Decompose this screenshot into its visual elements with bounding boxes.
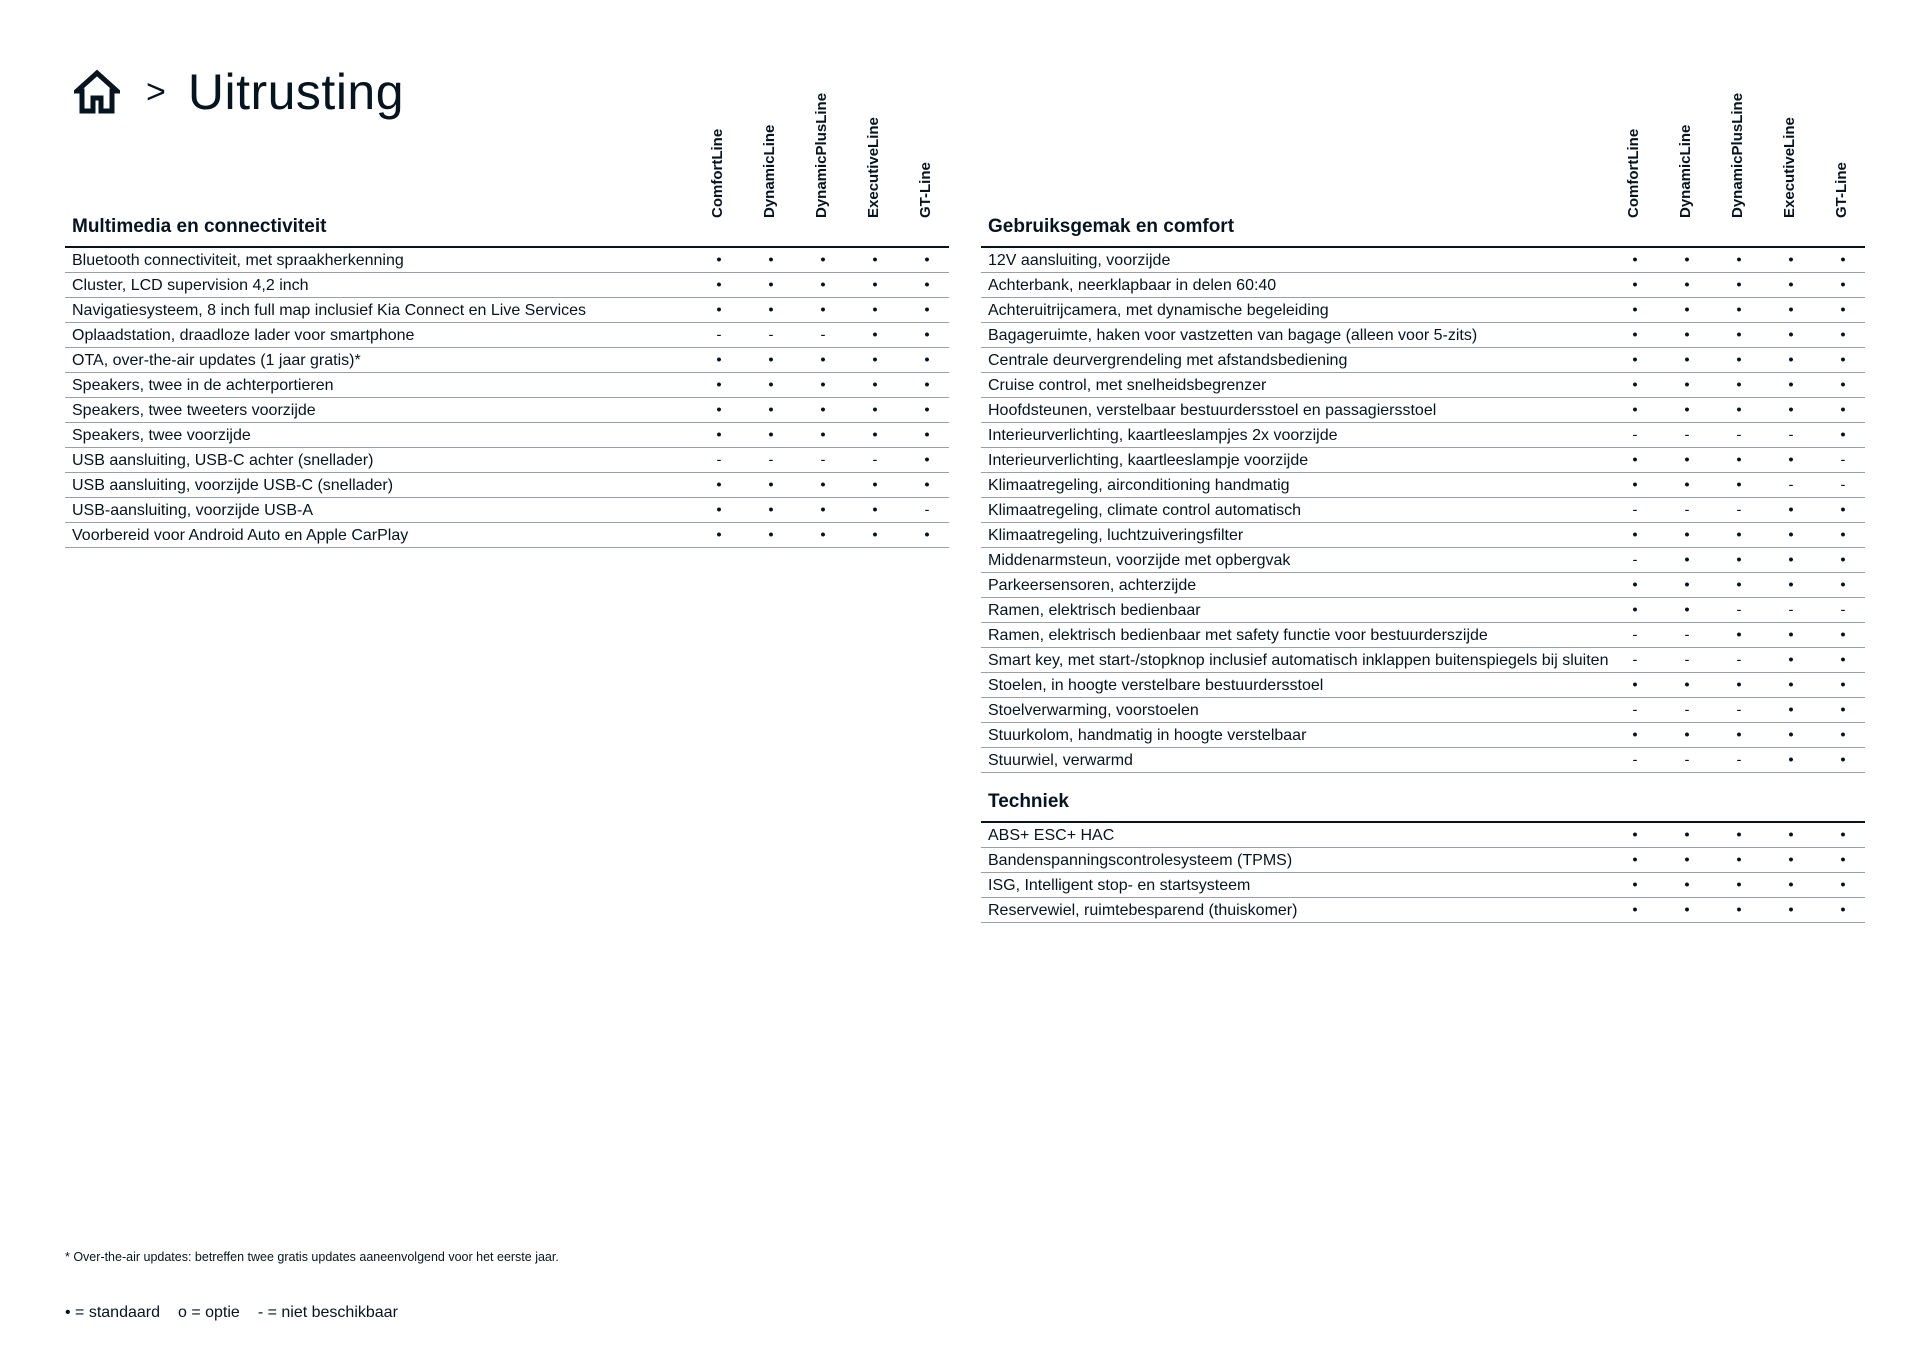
availability-cell: • xyxy=(716,401,722,419)
row-label: Oplaadstation, draadloze lader voor smartphone xyxy=(72,327,415,344)
column-header-label: DynamicPlusLine xyxy=(813,92,830,218)
availability-cell: • xyxy=(1632,576,1638,594)
row-label: Reservewiel, ruimtebesparend (thuiskomer) xyxy=(988,902,1298,919)
availability-cell: • xyxy=(1788,401,1794,419)
column-header xyxy=(849,80,901,220)
legend-standard: • = standaard xyxy=(65,1304,160,1321)
table-row xyxy=(65,448,949,473)
availability-cell: • xyxy=(1736,376,1742,394)
availability-cell: • xyxy=(1684,576,1690,594)
availability-cell: • xyxy=(1840,901,1846,919)
table-row xyxy=(981,623,1865,648)
availability-cell: • xyxy=(872,301,878,319)
table-row xyxy=(65,473,949,498)
availability-cell: • xyxy=(716,301,722,319)
legend-unavailable: - = niet beschikbaar xyxy=(257,1304,398,1321)
availability-cell: • xyxy=(768,376,774,394)
row-label: Interieurverlichting, kaartleeslampje voorzijde xyxy=(988,452,1309,469)
availability-cell: • xyxy=(820,476,826,494)
row-label: Achteruitrijcamera, met dynamische begeleiding xyxy=(988,302,1329,319)
availability-cell: - xyxy=(716,326,722,344)
availability-cell: • xyxy=(1840,326,1846,344)
availability-cell: • xyxy=(1840,551,1846,569)
row-label: 12V aansluiting, voorzijde xyxy=(988,252,1171,269)
availability-cell: • xyxy=(924,326,930,344)
availability-cell: • xyxy=(1840,676,1846,694)
column-header-label: GT-Line xyxy=(917,162,934,218)
availability-cell: • xyxy=(1632,526,1638,544)
table-row xyxy=(981,273,1865,298)
availability-cell: • xyxy=(1684,401,1690,419)
row-label: Cluster, LCD supervision 4,2 inch xyxy=(72,277,309,294)
availability-cell: • xyxy=(872,376,878,394)
availability-cell: • xyxy=(1788,676,1794,694)
availability-cell: • xyxy=(1840,876,1846,894)
availability-cell: - xyxy=(1632,751,1638,769)
availability-cell: - xyxy=(1840,601,1846,619)
availability-cell: • xyxy=(872,251,878,269)
availability-cell: • xyxy=(1684,276,1690,294)
availability-cell: • xyxy=(768,426,774,444)
availability-cell: • xyxy=(1684,376,1690,394)
availability-cell: • xyxy=(716,526,722,544)
table-row xyxy=(981,323,1865,348)
availability-cell: • xyxy=(1736,301,1742,319)
row-label: Parkeersensoren, achterzijde xyxy=(988,577,1197,594)
footnote: * Over-the-air updates: betreffen twee gratis updates aaneenvolgend voor het eerste jaar. xyxy=(65,1250,559,1264)
row-label: Ramen, elektrisch bedienbaar met safety functie voor bestuurderszijde xyxy=(988,627,1488,644)
availability-cell: - xyxy=(768,451,774,469)
availability-cell: • xyxy=(716,501,722,519)
table-row xyxy=(981,698,1865,723)
column-header xyxy=(1713,80,1765,220)
availability-cell: - xyxy=(1684,501,1690,519)
availability-cell: • xyxy=(1736,826,1742,844)
row-label: Smart key, met start-/stopknop inclusief automatisch inklappen buitenspiegels bij sluiten xyxy=(988,652,1609,669)
breadcrumb-separator: > xyxy=(146,73,166,111)
availability-cell: • xyxy=(1736,901,1742,919)
table-row xyxy=(981,398,1865,423)
availability-cell: • xyxy=(1788,576,1794,594)
table-row xyxy=(981,423,1865,448)
table-row xyxy=(65,323,949,348)
availability-cell: • xyxy=(1684,601,1690,619)
row-label: Ramen, elektrisch bedienbaar xyxy=(988,602,1201,619)
availability-cell: • xyxy=(1788,701,1794,719)
availability-cell: • xyxy=(1684,251,1690,269)
column-header xyxy=(1609,80,1661,220)
row-label: Bandenspanningscontrolesysteem (TPMS) xyxy=(988,852,1293,869)
availability-cell: • xyxy=(1840,651,1846,669)
availability-cell: • xyxy=(1788,326,1794,344)
table-row xyxy=(981,373,1865,398)
availability-cell: • xyxy=(924,451,930,469)
availability-cell: • xyxy=(872,351,878,369)
availability-cell: • xyxy=(1840,376,1846,394)
table-row xyxy=(65,373,949,398)
availability-cell: • xyxy=(1788,726,1794,744)
availability-cell: • xyxy=(716,426,722,444)
availability-cell: • xyxy=(1736,351,1742,369)
availability-cell: • xyxy=(1736,251,1742,269)
availability-cell: - xyxy=(1840,476,1846,494)
table-row xyxy=(981,673,1865,698)
availability-cell: • xyxy=(820,351,826,369)
availability-cell: • xyxy=(1736,526,1742,544)
availability-cell: • xyxy=(1632,476,1638,494)
table-row xyxy=(65,423,949,448)
availability-cell: • xyxy=(1840,426,1846,444)
table-row xyxy=(981,298,1865,323)
availability-cell: • xyxy=(872,501,878,519)
availability-cell: • xyxy=(716,251,722,269)
availability-cell: • xyxy=(1736,851,1742,869)
availability-cell: - xyxy=(1684,626,1690,644)
availability-cell: • xyxy=(1632,351,1638,369)
availability-cell: • xyxy=(820,276,826,294)
availability-cell: • xyxy=(820,301,826,319)
availability-cell: • xyxy=(820,401,826,419)
availability-cell: • xyxy=(1684,726,1690,744)
row-label: Stuurkolom, handmatig in hoogte verstelbaar xyxy=(988,727,1307,744)
availability-cell: - xyxy=(1736,651,1742,669)
availability-cell: • xyxy=(1736,626,1742,644)
availability-cell: • xyxy=(1684,851,1690,869)
table-row xyxy=(65,498,949,523)
availability-cell: • xyxy=(1684,526,1690,544)
availability-cell: • xyxy=(1788,451,1794,469)
row-label: Centrale deurvergrendeling met afstandsbediening xyxy=(988,352,1348,369)
availability-cell: • xyxy=(924,401,930,419)
availability-cell: • xyxy=(924,476,930,494)
availability-cell: • xyxy=(1736,401,1742,419)
table-row xyxy=(981,448,1865,473)
availability-cell: • xyxy=(1632,276,1638,294)
multimedia-table xyxy=(65,80,949,548)
availability-cell: • xyxy=(1788,276,1794,294)
table-row xyxy=(981,548,1865,573)
availability-cell: • xyxy=(820,376,826,394)
availability-cell: - xyxy=(1736,426,1742,444)
availability-cell: • xyxy=(1736,876,1742,894)
availability-cell: • xyxy=(1736,726,1742,744)
availability-cell: - xyxy=(1788,426,1794,444)
page-title: Uitrusting xyxy=(187,64,405,120)
availability-cell: • xyxy=(1840,401,1846,419)
availability-cell: • xyxy=(768,276,774,294)
availability-cell: • xyxy=(768,501,774,519)
row-label: Navigatiesysteem, 8 inch full map inclusief Kia Connect en Live Services xyxy=(72,302,587,319)
availability-cell: • xyxy=(1788,651,1794,669)
availability-cell: • xyxy=(1840,501,1846,519)
row-label: Stoelverwarming, voorstoelen xyxy=(988,702,1199,719)
availability-cell: • xyxy=(1840,626,1846,644)
availability-cell: - xyxy=(820,326,826,344)
availability-cell: • xyxy=(872,276,878,294)
table-row xyxy=(981,823,1865,848)
availability-cell: • xyxy=(820,426,826,444)
column-header xyxy=(1765,80,1817,220)
availability-cell: - xyxy=(1632,551,1638,569)
availability-cell: • xyxy=(1632,676,1638,694)
row-label: USB-aansluiting, voorzijde USB-A xyxy=(72,502,313,519)
row-label: Stuurwiel, verwarmd xyxy=(988,752,1133,769)
availability-cell: - xyxy=(1684,701,1690,719)
comfort-technique-table xyxy=(981,80,1865,923)
availability-cell: • xyxy=(1684,476,1690,494)
availability-cell: • xyxy=(1684,301,1690,319)
availability-cell: • xyxy=(1632,451,1638,469)
availability-cell: • xyxy=(1684,326,1690,344)
column-headers xyxy=(65,80,949,220)
availability-cell: • xyxy=(1632,601,1638,619)
availability-cell: • xyxy=(1788,501,1794,519)
column-headers xyxy=(981,80,1865,220)
table-row xyxy=(981,748,1865,773)
column-header-label: ExecutiveLine xyxy=(865,117,882,218)
availability-cell: • xyxy=(1840,576,1846,594)
row-label: ABS+ ESC+ HAC xyxy=(988,827,1115,844)
legend xyxy=(65,1304,416,1322)
availability-cell: • xyxy=(1736,326,1742,344)
table-row xyxy=(981,598,1865,623)
table-row xyxy=(981,573,1865,598)
availability-cell: • xyxy=(768,401,774,419)
availability-cell: • xyxy=(1788,526,1794,544)
availability-cell: • xyxy=(1788,551,1794,569)
availability-cell: - xyxy=(1684,426,1690,444)
availability-cell: - xyxy=(872,451,878,469)
availability-cell: • xyxy=(716,376,722,394)
availability-cell: • xyxy=(768,301,774,319)
column-header-label: DynamicLine xyxy=(1677,124,1694,218)
availability-cell: • xyxy=(1632,326,1638,344)
table-row xyxy=(65,248,949,273)
availability-cell: • xyxy=(768,526,774,544)
row-label: Klimaatregeling, climate control automatisch xyxy=(988,502,1302,519)
table-row xyxy=(981,248,1865,273)
column-header-label: ComfortLine xyxy=(1625,128,1642,218)
availability-cell: • xyxy=(1788,376,1794,394)
availability-cell: • xyxy=(872,426,878,444)
availability-cell: • xyxy=(1840,351,1846,369)
column-header xyxy=(693,80,745,220)
availability-cell: • xyxy=(1684,451,1690,469)
availability-cell: • xyxy=(1788,301,1794,319)
availability-cell: • xyxy=(1632,301,1638,319)
availability-cell: • xyxy=(1632,826,1638,844)
column-header-label: DynamicLine xyxy=(761,124,778,218)
availability-cell: • xyxy=(1840,251,1846,269)
availability-cell: • xyxy=(872,526,878,544)
availability-cell: • xyxy=(924,376,930,394)
availability-cell: - xyxy=(1736,601,1742,619)
availability-cell: • xyxy=(1788,826,1794,844)
row-label: Voorbereid voor Android Auto en Apple CarPlay xyxy=(72,527,409,544)
availability-cell: - xyxy=(768,326,774,344)
availability-cell: • xyxy=(1684,901,1690,919)
availability-cell: - xyxy=(1632,651,1638,669)
section-title: Techniek xyxy=(988,791,1069,812)
column-header-label: ExecutiveLine xyxy=(1781,117,1798,218)
availability-cell: - xyxy=(1736,751,1742,769)
availability-cell: • xyxy=(1684,876,1690,894)
section-title: Multimedia en connectiviteit xyxy=(72,216,327,237)
row-label: Klimaatregeling, luchtzuiveringsfilter xyxy=(988,527,1244,544)
availability-cell: • xyxy=(924,251,930,269)
column-header-label: GT-Line xyxy=(1833,162,1850,218)
table-row xyxy=(65,398,949,423)
table-row xyxy=(981,498,1865,523)
table-row xyxy=(981,648,1865,673)
availability-cell: • xyxy=(1632,876,1638,894)
availability-cell: - xyxy=(1684,751,1690,769)
row-label: Speakers, twee voorzijde xyxy=(72,427,251,444)
availability-cell: - xyxy=(1788,476,1794,494)
availability-cell: • xyxy=(1632,251,1638,269)
availability-cell: • xyxy=(1736,576,1742,594)
availability-cell: • xyxy=(924,526,930,544)
availability-cell: • xyxy=(872,326,878,344)
row-label: ISG, Intelligent stop- en startsysteem xyxy=(988,877,1251,894)
availability-cell: - xyxy=(1684,651,1690,669)
availability-cell: - xyxy=(1632,501,1638,519)
table-row xyxy=(981,348,1865,373)
row-label: USB aansluiting, USB-C achter (snellader) xyxy=(72,452,374,469)
row-label: Interieurverlichting, kaartleeslampjes 2x voorzijde xyxy=(988,427,1338,444)
availability-cell: • xyxy=(820,251,826,269)
availability-cell: - xyxy=(820,451,826,469)
availability-cell: • xyxy=(1840,826,1846,844)
availability-cell: • xyxy=(1736,676,1742,694)
column-header xyxy=(1661,80,1713,220)
availability-cell: • xyxy=(1684,351,1690,369)
availability-cell: • xyxy=(820,501,826,519)
row-label: Hoofdsteunen, verstelbaar bestuurdersstoel en passagiersstoel xyxy=(988,402,1437,419)
availability-cell: - xyxy=(1736,501,1742,519)
table-row xyxy=(981,873,1865,898)
row-label: Cruise control, met snelheidsbegrenzer xyxy=(988,377,1267,394)
availability-cell: • xyxy=(1736,276,1742,294)
table-row xyxy=(65,298,949,323)
availability-cell: • xyxy=(1684,551,1690,569)
availability-cell: • xyxy=(924,351,930,369)
availability-cell: • xyxy=(716,276,722,294)
row-label: Klimaatregeling, airconditioning handmatig xyxy=(988,477,1290,494)
row-label: Stoelen, in hoogte verstelbare bestuurdersstoel xyxy=(988,677,1324,694)
table-row xyxy=(981,723,1865,748)
availability-cell: • xyxy=(768,251,774,269)
availability-cell: • xyxy=(924,301,930,319)
table-row xyxy=(981,523,1865,548)
column-header xyxy=(745,80,797,220)
availability-cell: • xyxy=(820,526,826,544)
availability-cell: • xyxy=(1788,876,1794,894)
column-header-label: ComfortLine xyxy=(709,128,726,218)
table-row xyxy=(65,273,949,298)
availability-cell: • xyxy=(1840,726,1846,744)
availability-cell: - xyxy=(1788,601,1794,619)
availability-cell: • xyxy=(1632,726,1638,744)
availability-cell: • xyxy=(1788,751,1794,769)
table-row xyxy=(65,348,949,373)
table-row xyxy=(981,898,1865,923)
availability-cell: • xyxy=(1632,401,1638,419)
row-label: Speakers, twee in de achterportieren xyxy=(72,377,334,394)
availability-cell: - xyxy=(1736,701,1742,719)
availability-cell: • xyxy=(1788,626,1794,644)
availability-cell: • xyxy=(716,476,722,494)
row-label: Bluetooth connectiviteit, met spraakherkenning xyxy=(72,252,404,269)
availability-cell: • xyxy=(768,476,774,494)
availability-cell: • xyxy=(872,401,878,419)
availability-cell: • xyxy=(716,351,722,369)
availability-cell: • xyxy=(924,426,930,444)
availability-cell: • xyxy=(1840,276,1846,294)
availability-cell: - xyxy=(1840,451,1846,469)
availability-cell: • xyxy=(1840,526,1846,544)
availability-cell: • xyxy=(924,276,930,294)
availability-cell: - xyxy=(716,451,722,469)
availability-cell: • xyxy=(1840,751,1846,769)
availability-cell: - xyxy=(1632,626,1638,644)
availability-cell: • xyxy=(1632,376,1638,394)
row-label: Bagageruimte, haken voor vastzetten van bagage (alleen voor 5-zits) xyxy=(988,327,1478,344)
column-header-label: DynamicPlusLine xyxy=(1729,92,1746,218)
availability-cell: • xyxy=(1840,701,1846,719)
availability-cell: - xyxy=(924,501,930,519)
availability-cell: • xyxy=(1736,476,1742,494)
availability-cell: • xyxy=(1788,851,1794,869)
availability-cell: • xyxy=(1684,676,1690,694)
table-row xyxy=(981,473,1865,498)
availability-cell: • xyxy=(1736,551,1742,569)
row-label: OTA, over-the-air updates (1 jaar gratis)* xyxy=(72,352,361,369)
availability-cell: - xyxy=(1632,701,1638,719)
availability-cell: • xyxy=(1684,826,1690,844)
table-row xyxy=(65,523,949,548)
availability-cell: • xyxy=(768,351,774,369)
row-label: Achterbank, neerklapbaar in delen 60:40 xyxy=(988,277,1277,294)
row-label: Speakers, twee tweeters voorzijde xyxy=(72,402,316,419)
column-header xyxy=(901,80,953,220)
column-header xyxy=(1817,80,1869,220)
row-label: USB aansluiting, voorzijde USB-C (snellader) xyxy=(72,477,394,494)
availability-cell: • xyxy=(872,476,878,494)
availability-cell: • xyxy=(1632,901,1638,919)
availability-cell: • xyxy=(1788,251,1794,269)
legend-option: o = optie xyxy=(178,1304,240,1321)
availability-cell: • xyxy=(1632,851,1638,869)
section-title: Gebruiksgemak en comfort xyxy=(988,216,1235,237)
availability-cell: • xyxy=(1736,451,1742,469)
availability-cell: • xyxy=(1788,351,1794,369)
row-label: Middenarmsteun, voorzijde met opbergvak xyxy=(988,552,1291,569)
availability-cell: • xyxy=(1840,851,1846,869)
table-row xyxy=(981,848,1865,873)
column-header xyxy=(797,80,849,220)
availability-cell: • xyxy=(1840,301,1846,319)
availability-cell: - xyxy=(1632,426,1638,444)
availability-cell: • xyxy=(1788,901,1794,919)
